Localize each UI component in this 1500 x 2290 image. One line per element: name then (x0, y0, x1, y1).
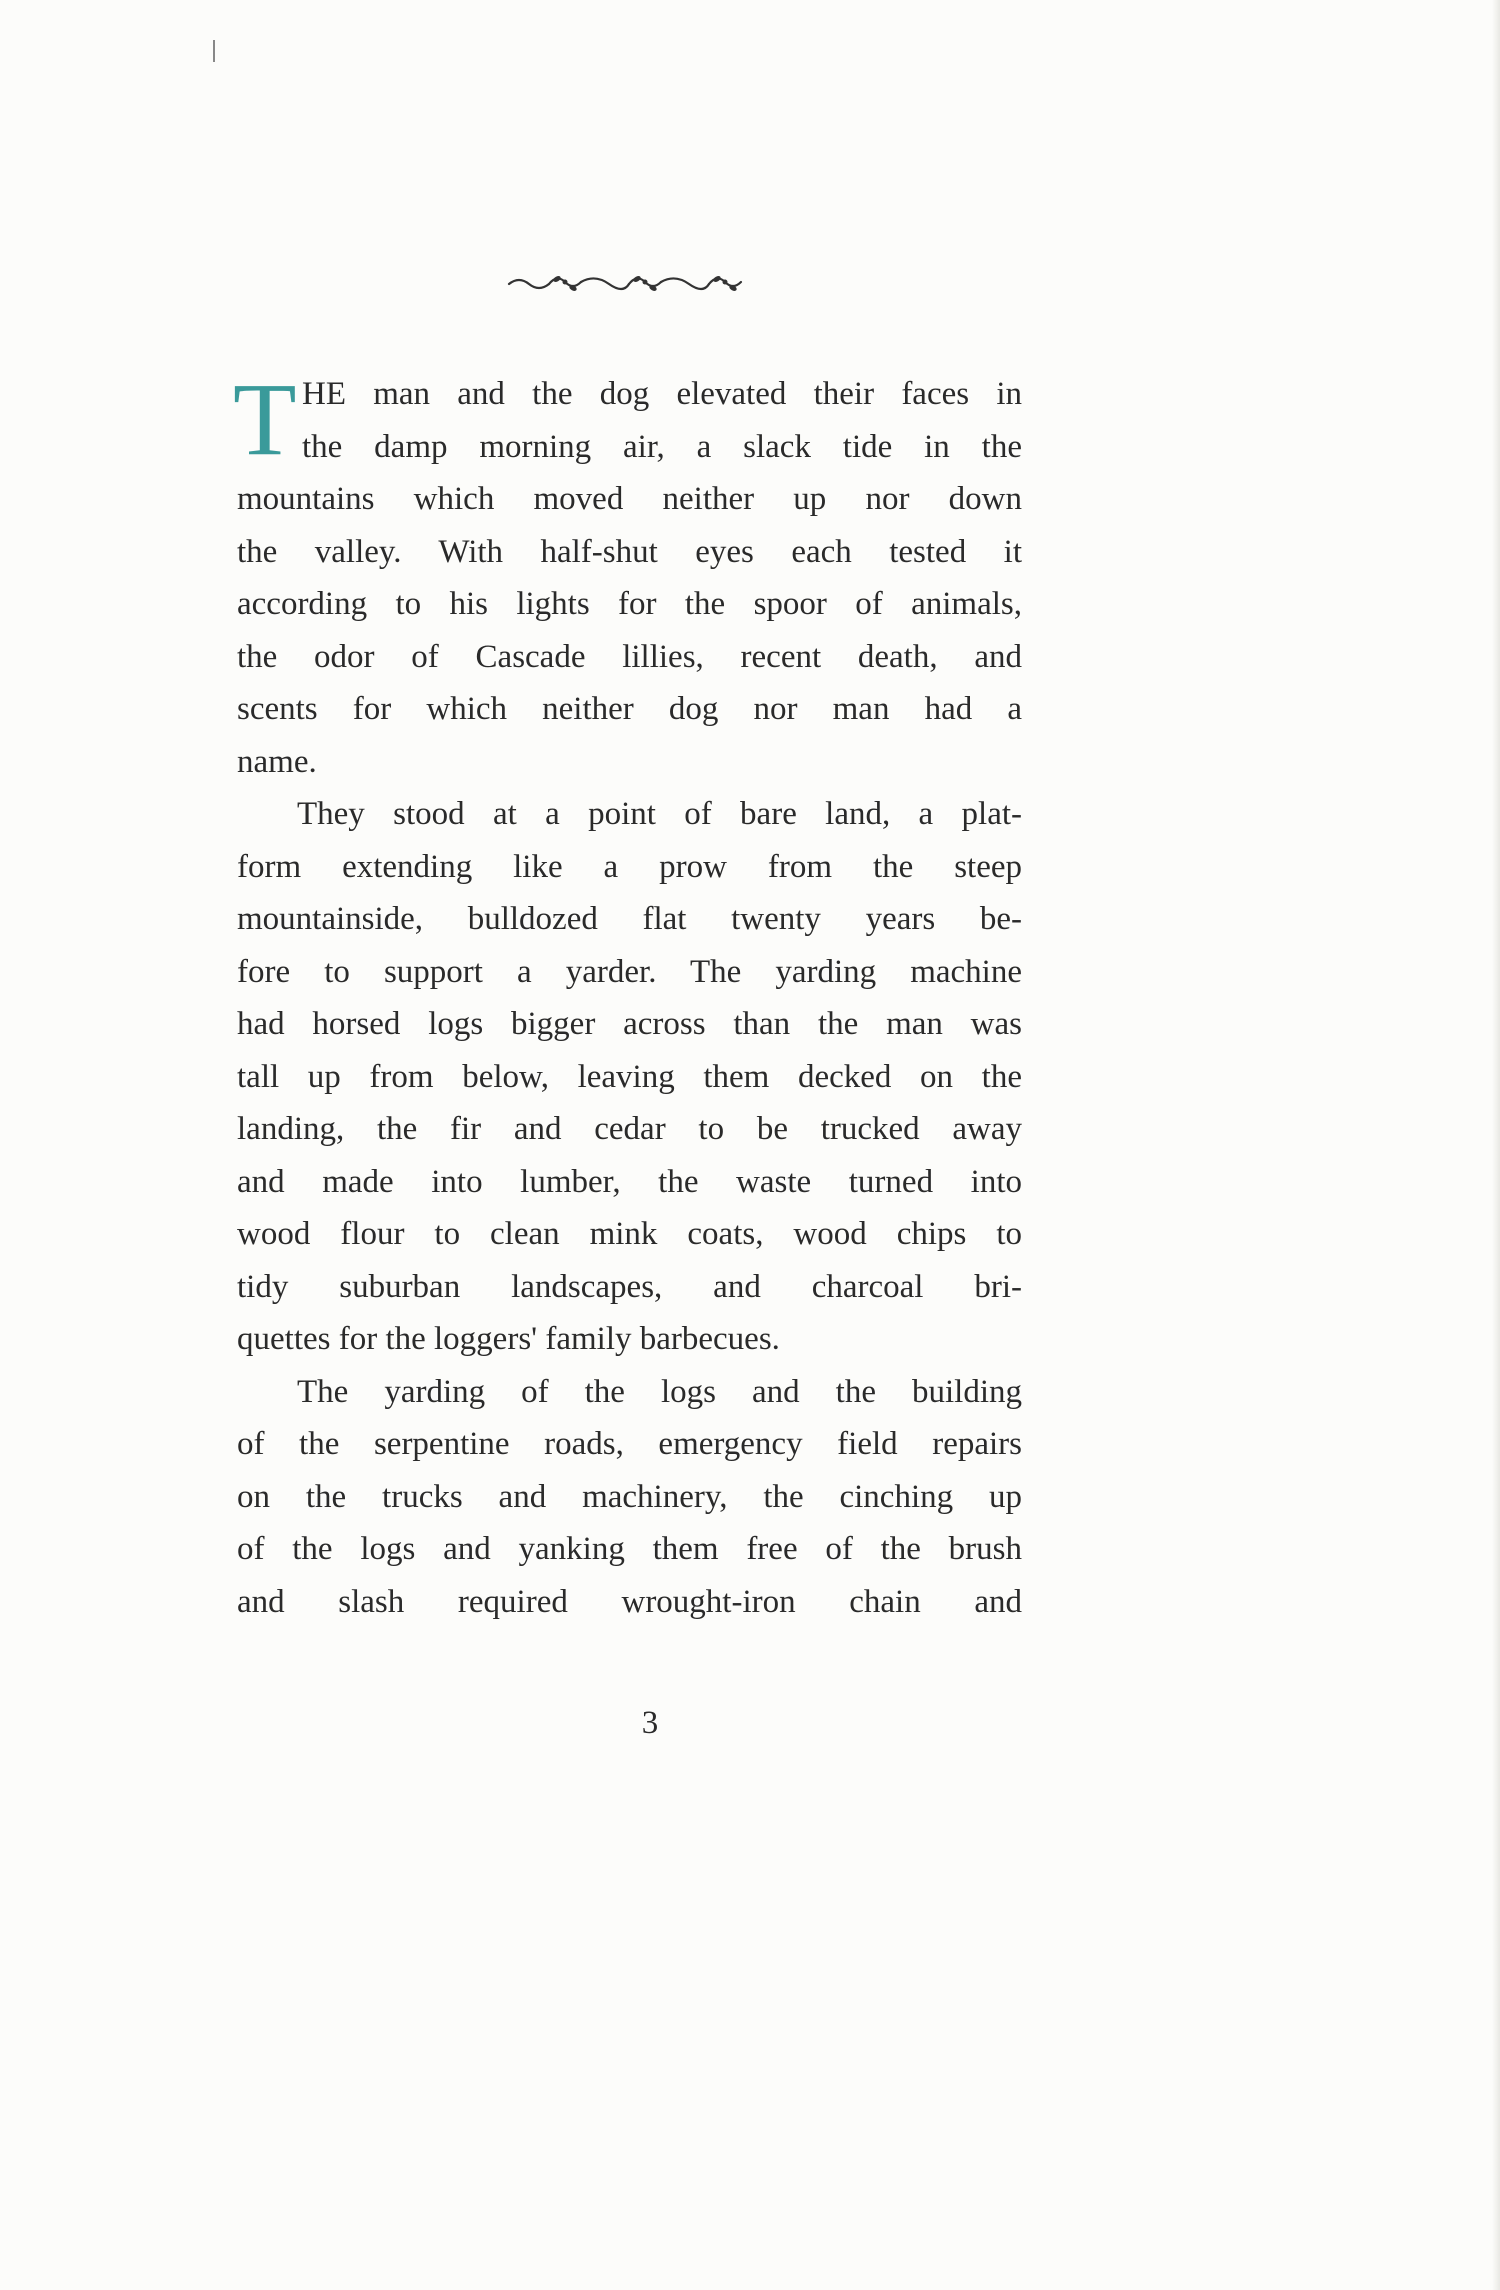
page-number: 3 (641, 1705, 659, 1741)
scan-mark (213, 40, 215, 62)
text-line: and made into lumber, the waste turned into (237, 1163, 1022, 1200)
text-line: The yarding of the logs and the building (297, 1373, 1022, 1410)
text-line: of the logs and yanking them free of the brush (237, 1531, 1022, 1567)
text-line: the damp morning air, a slack tide in the (302, 428, 1022, 465)
text-line: name. (237, 743, 317, 780)
text-line: fore to support a yarder. The yarding machine (237, 953, 1022, 990)
text-line: form extending like a prow from the steep (237, 848, 1022, 885)
text-line: according to his lights for the spoor of animals, (237, 586, 1022, 622)
text-line: They stood at a point of bare land, a plat- (297, 796, 1022, 832)
body-text (233, 362, 1022, 1628)
text-line: landing, the fir and cedar to be trucked away (237, 1111, 1022, 1147)
drop-cap: T (233, 362, 297, 477)
page-edge (1492, 0, 1500, 2290)
text-line: and slash required wrought-iron chain and (237, 1583, 1022, 1620)
text-line: quettes for the loggers' family barbecues. (237, 1321, 780, 1357)
text-line: of the serpentine roads, emergency field repairs (237, 1426, 1022, 1462)
text-line: mountains which moved neither up nor down (237, 481, 1022, 517)
text-line: mountainside, bulldozed flat twenty years be- (237, 901, 1022, 937)
text-line: tidy suburban landscapes, and charcoal bri- (237, 1268, 1022, 1305)
text-line: wood flour to clean mink coats, wood chips to (237, 1216, 1022, 1252)
text-line: tall up from below, leaving them decked on the (237, 1058, 1022, 1095)
text-line: the odor of Cascade lillies, recent death, and (237, 638, 1022, 675)
text-line: scents for which neither dog nor man had a (237, 691, 1022, 727)
floral-vine-ornament-icon (505, 270, 745, 300)
text-line: HE man and the dog elevated their faces in (302, 376, 1022, 412)
text-line: had horsed logs bigger across than the man was (237, 1006, 1022, 1042)
text-line: on the trucks and machinery, the cinching up (237, 1478, 1022, 1515)
text-line: the valley. With half-shut eyes each tested it (237, 533, 1022, 570)
